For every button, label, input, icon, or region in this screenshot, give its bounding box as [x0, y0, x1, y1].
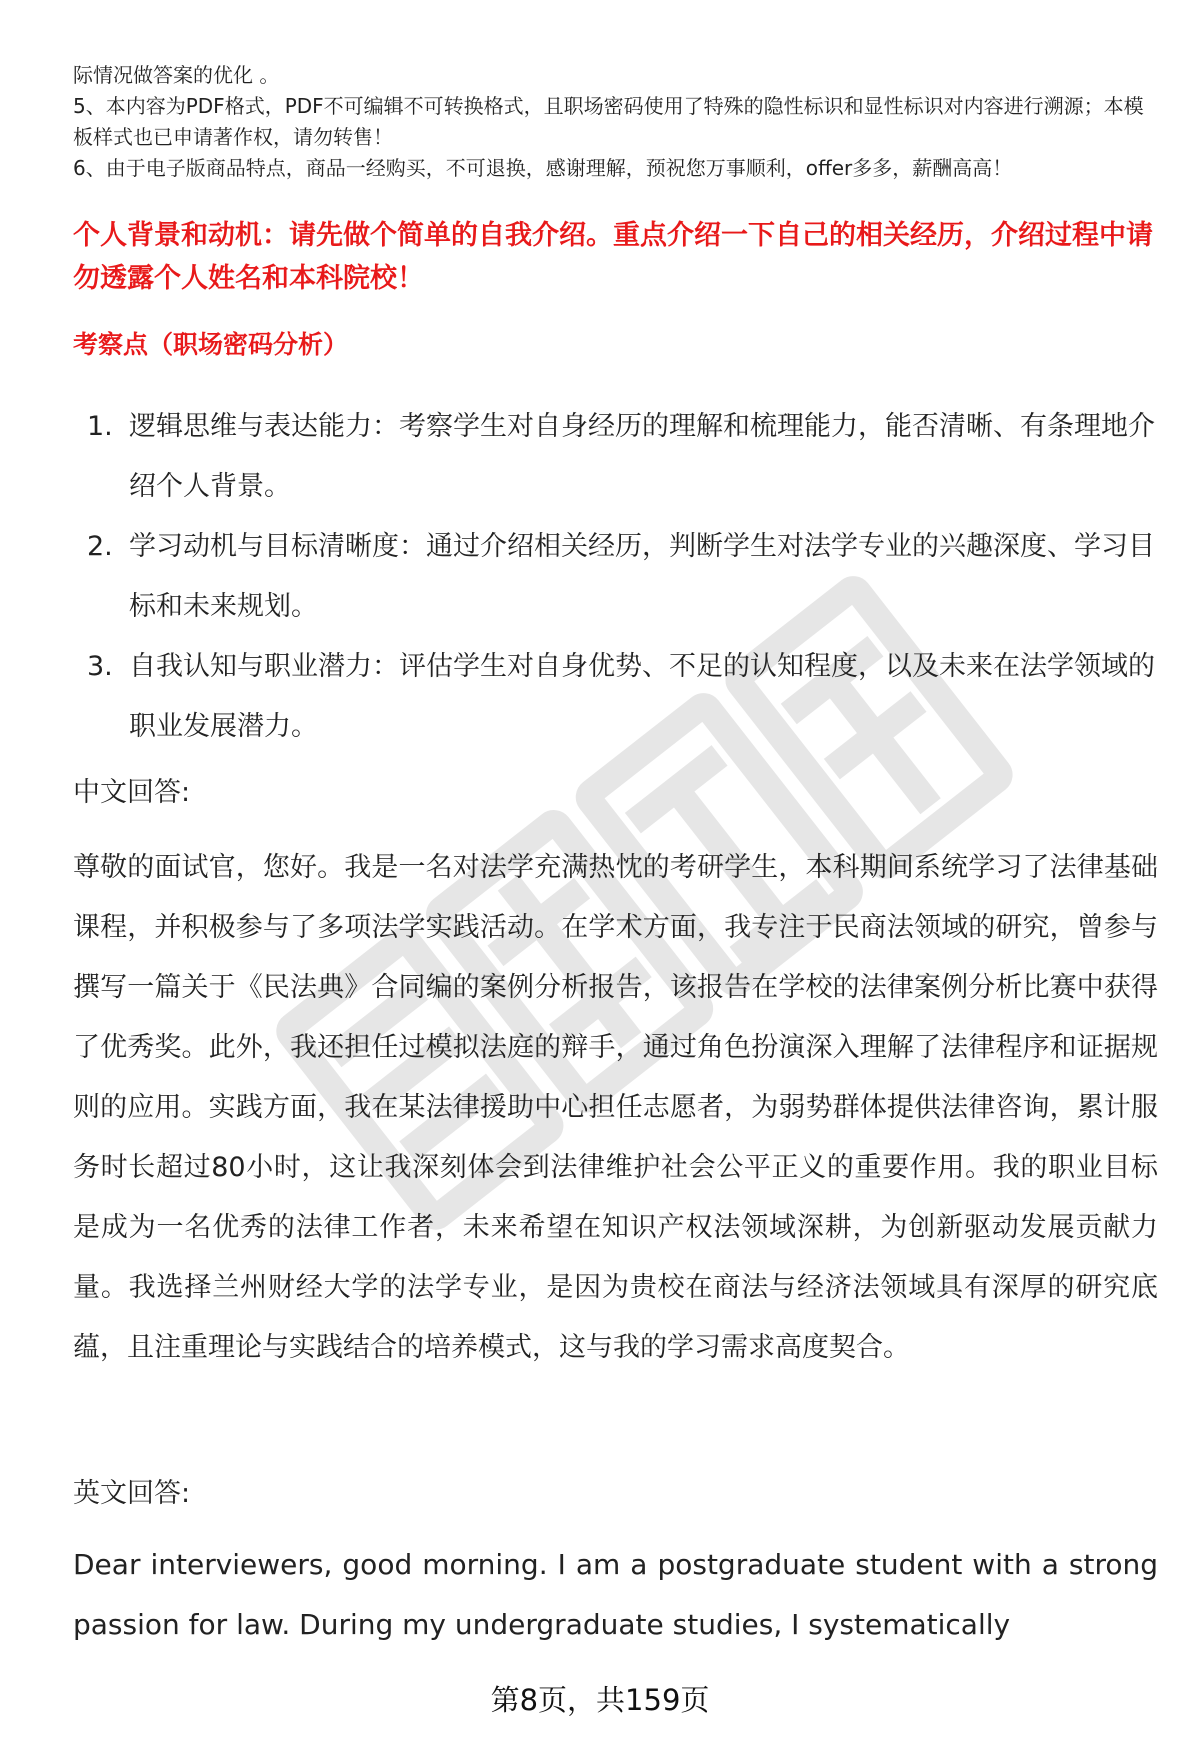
list-item-text: 自我认知与职业潜力：评估学生对自身优势、不足的认知程度，以及未来在法学领域的职业发展潜力。 — [129, 651, 1155, 742]
note-line-2: 5、本内容为PDF格式，PDF不可编辑不可转换格式，且职场密码使用了特殊的隐性标识和显性标识对内容进行溯源；本模板样式也已申请著作权，请勿转售！ — [73, 94, 1144, 149]
assessment-heading: 考察点（职场密码分析） — [73, 330, 349, 359]
list-item — [73, 397, 1158, 517]
page-number-footer: 第8页，共159页 — [490, 1683, 710, 1717]
list-item-number: 2. — [87, 531, 113, 562]
note-line-3: 6、由于电子版商品特点，商品一经购买，不可退换，感谢理解，预祝您万事顺利，offer多多，薪酬高高！ — [73, 156, 1013, 180]
chinese-answer-label: 中文回答: — [73, 777, 191, 808]
list-item-number: 3. — [87, 651, 113, 682]
assessment-points-list — [73, 397, 1158, 757]
english-answer-label: 英文回答: — [73, 1478, 191, 1509]
chinese-answer-text: 尊敬的面试官，您好。我是一名对法学充满热忱的考研学生，本科期间系统学习了法律基础课程，并积极参与了多项法学实践活动。在学术方面，我专注于民商法领域的研究，曾参与撰写一篇关于《民法典》合同编的案例分析报告，该报告在学校的法律案例分析比赛中获得了优秀奖。此外，我还担任过模拟法庭的辩手，通过角色扮演深入理解了法律程序和证据规则的应用。实践方面，我在某法律援助中心担任志愿者，为弱势群体提供法律咨询，累计服务时长超过80小时，这让我深刻体会到法律维护社会公平正义的重要作用。我的职业目标是成为一名优秀的法律工作者，未来希望在知识产权法领域深耕，为创新驱动发展贡献力量。我选择兰州财经大学的法学专业，是因为贵校在商法与经济法领域具有深厚的研究底蕴，且注重理论与实践结合的培养模式，这与我的学习需求高度契合。 — [73, 852, 1158, 1363]
list-item — [73, 517, 1158, 637]
list-item — [73, 637, 1158, 757]
list-item-text: 学习动机与目标清晰度：通过介绍相关经历，判断学生对法学专业的兴趣深度、学习目标和未来规划。 — [129, 531, 1155, 622]
question-heading: 个人背景和动机：请先做个简单的自我介绍。重点介绍一下自己的相关经历，介绍过程中请勿透露个人姓名和本科院校！ — [73, 220, 1153, 294]
list-item-text: 逻辑思维与表达能力：考察学生对自身经历的理解和梳理能力，能否清晰、有条理地介绍个人背景。 — [129, 411, 1155, 502]
note-line-1: 际情况做答案的优化 。 — [73, 63, 280, 87]
purchase-notes — [73, 60, 1158, 184]
list-item-number: 1. — [87, 411, 113, 442]
english-answer-text: Dear interviewers, good morning. I am a postgraduate student with a strong passion for law. During my undergraduate studies, I systematically — [73, 1548, 1158, 1641]
